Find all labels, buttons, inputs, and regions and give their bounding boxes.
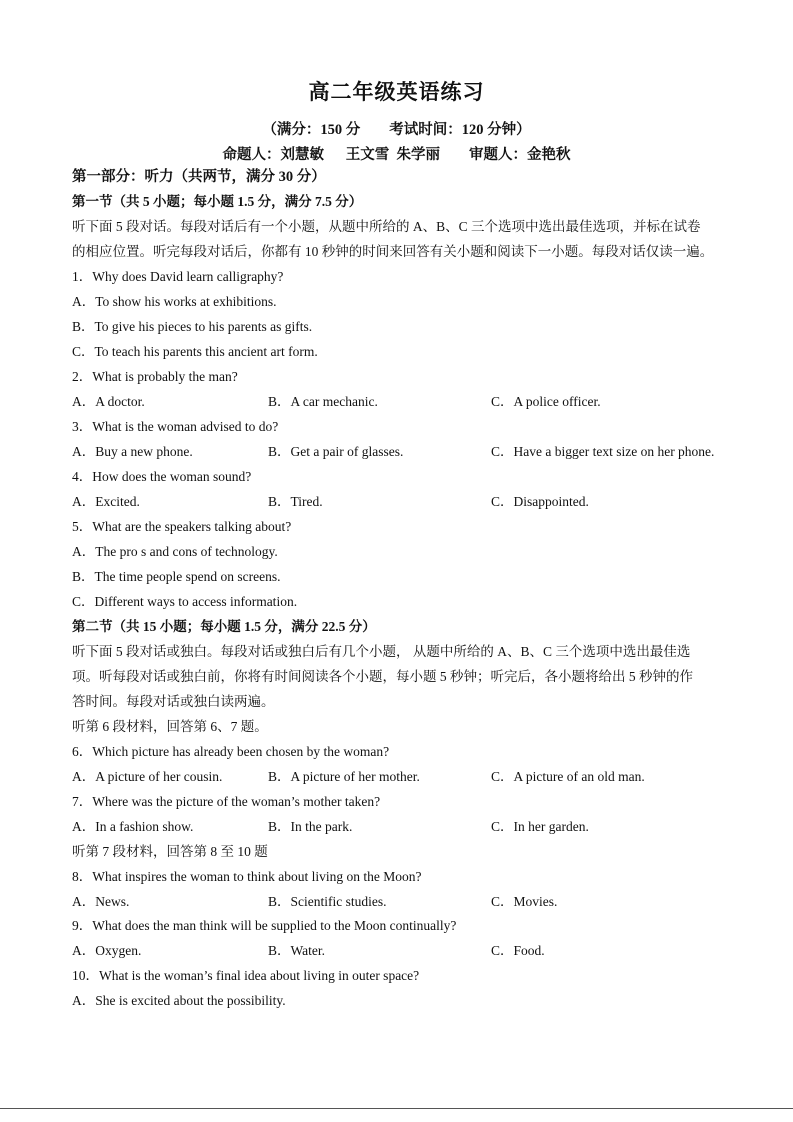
section1-instruction-line: 听下面 5 段对话。每段对话后有一个小题，从题中所给的 A、B、C 三个选项中选出最佳选项，并标在试卷 <box>72 219 701 234</box>
question-10: 10．What is the woman’s final idea about living in outer space? <box>72 968 420 983</box>
option-b: B．A car mechanic. <box>268 394 378 409</box>
section2-instruction-line: 听下面 5 段对话或独白。每段对话或独白后有几个小题， 从题中所给的 A、B、C 三个选项中选出最佳选 <box>72 644 691 659</box>
option-a: A．A picture of her cousin. <box>72 769 223 784</box>
option-a: A．She is excited about the possibility. <box>72 993 286 1008</box>
material-6-label: 听第 6 段材料，回答第 6、7 题。 <box>72 719 268 734</box>
section1-instruction-line: 的相应位置。听完每段对话后，你都有 10 秒钟的时间来回答有关小题和阅读下一小题。每段对话仅读一遍。 <box>72 244 714 259</box>
option-b: B．The time people spend on screens. <box>72 569 281 584</box>
material-7-label: 听第 7 段材料，回答第 8 至 10 题 <box>72 844 268 859</box>
question-7: 7．Where was the picture of the woman’s mother taken? <box>72 794 381 809</box>
option-b: B．Get a pair of glasses. <box>268 444 404 459</box>
option-c: C．Food. <box>491 943 545 958</box>
option-b: B．A picture of her mother. <box>268 769 420 784</box>
option-b: B．Tired. <box>268 494 323 509</box>
option-c: C．A picture of an old man. <box>491 769 645 784</box>
option-a: A．Buy a new phone. <box>72 444 193 459</box>
part1-heading: 第一部分：听力（共两节，满分 30 分） <box>72 169 326 185</box>
question-2: 2．What is probably the man? <box>72 369 238 384</box>
option-c: C．Have a bigger text size on her phone. <box>491 444 715 459</box>
option-c: C．Different ways to access information. <box>72 594 298 609</box>
question-5: 5．What are the speakers talking about? <box>72 519 292 534</box>
option-b: B．Water. <box>268 943 326 958</box>
option-c: C．A police officer. <box>491 394 601 409</box>
question-6: 6．Which picture has already been chosen by the woman? <box>72 744 390 759</box>
option-a: A．A doctor. <box>72 394 145 409</box>
option-a: A．To show his works at exhibitions. <box>72 294 277 309</box>
question-8: 8．What inspires the woman to think about living on the Moon? <box>72 869 422 884</box>
option-b: B．To give his pieces to his parents as gifts. <box>72 319 313 334</box>
section1-heading: 第一节（共 5 小题；每小题 1.5 分，满分 7.5 分） <box>72 194 363 209</box>
option-b: B．Scientific studies. <box>268 894 387 909</box>
page-title: 高二年级英语练习 <box>308 80 485 104</box>
question-3: 3．What is the woman advised to do? <box>72 419 279 434</box>
authors: 命题人：刘慧敏 王文雪 朱学丽 审题人：金艳秋 <box>222 147 571 163</box>
question-9: 9．What does the man think will be supplied to the Moon continually? <box>72 918 457 933</box>
option-a: A．In a fashion show. <box>72 819 194 834</box>
option-c: C．To teach his parents this ancient art form. <box>72 344 318 359</box>
option-c: C．In her garden. <box>491 819 589 834</box>
option-a: A．News. <box>72 894 130 909</box>
exam-info: （满分：150 分 考试时间：120 分钟） <box>262 122 531 138</box>
section2-instruction-line: 答时间。每段对话或独白读两遍。 <box>72 694 275 709</box>
footer-divider <box>0 1108 793 1109</box>
option-c: C．Movies. <box>491 894 558 909</box>
option-a: A．Oxygen. <box>72 943 142 958</box>
option-a: A．Excited. <box>72 494 140 509</box>
option-c: C．Disappointed. <box>491 494 589 509</box>
option-b: B．In the park. <box>268 819 353 834</box>
section2-instruction-line: 项。听每段对话或独白前，你将有时间阅读各个小题，每小题 5 秒钟；听完后，各小题将给出 5 秒钟的作 <box>72 669 693 684</box>
section2-heading: 第二节（共 15 小题；每小题 1.5 分，满分 22.5 分） <box>72 619 376 634</box>
option-a: A．The pro s and cons of technology. <box>72 544 278 559</box>
question-4: 4．How does the woman sound? <box>72 469 252 484</box>
question-1: 1．Why does David learn calligraphy? <box>72 269 284 284</box>
